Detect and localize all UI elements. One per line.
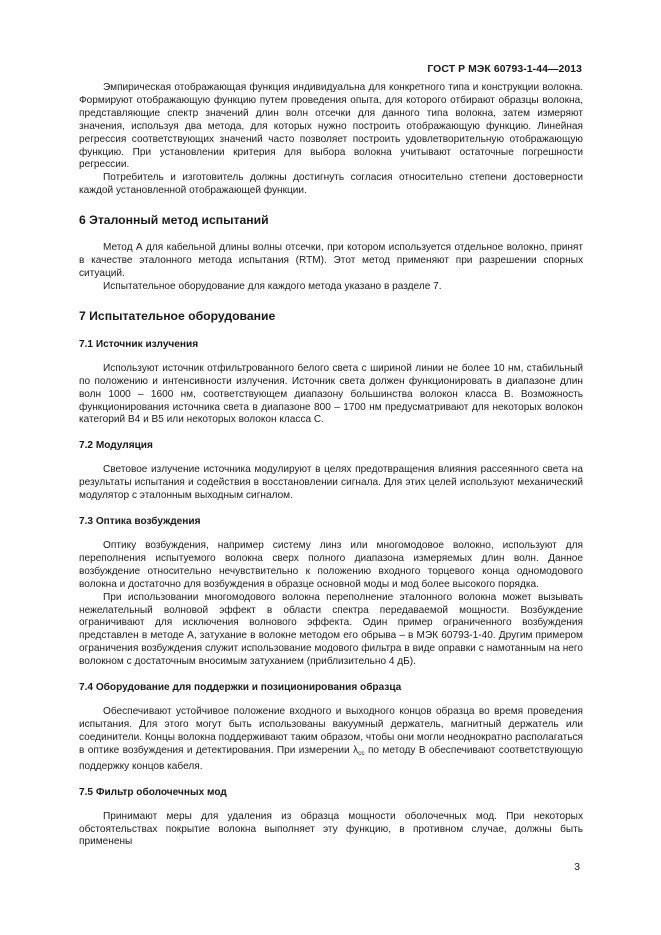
intro-paragraph-2: Потребитель и изготовитель должны достигнуть согласия относительно степени достоверности каждой установленной отображающей функции. (79, 172, 583, 197)
subsection-7-1-paragraph: Используют источник отфильтрованного белого света с шириной линии не более 10 нм, стабильный по положению и интенсивности излучения. Источник света должен функционировать в диапазоне длин волн 1000 – 1600 нм, соответствующем диапазону большинства волокон класса В. Возможность функционирования источника света в диапазоне 800 – 1700 нм предусматривают для некоторых волокон категорий В4 и В5 или некоторых волокон класса С. (79, 362, 583, 426)
subsection-7-2-paragraph: Световое излучение источника модулируют в целях предотвращения влияния рассеянного света на результаты испытания и содействия в восстановлении сигнала. Для этих целей используют механический модулятор с эталонным выходным сигналом. (79, 464, 583, 502)
page-content (79, 82, 583, 849)
page-number: 3 (574, 862, 580, 873)
subsection-7-5-heading: 7.5 Фильтр оболочечных мод (79, 786, 227, 798)
subsection-7-4-heading: 7.4 Оборудование для поддержки и позиционирования образца (79, 682, 402, 694)
intro-paragraph-1: Эмпирическая отображающая функция индивидуальна для конкретного типа и конструкции волокна. Формируют отображающую функцию путем проведения опыта, для которого отбирают образцы волокна, представляющие спектр значений длин волн отсечки для данного типа волокна, затем измеряют значения, используя два метода, для которых нужно построить отображающую функцию. Линейная регрессия соответствующих значений часто позволяет построить удовлетворительную отображающую функцию. При установлении критерия для выбора волокна учитывают остаточные погрешности регрессии. (79, 82, 583, 171)
section-6-paragraph-1: Метод А для кабельной длины волны отсечки, при котором используется отдельное волокно, принят в качестве эталонного метода испытания (RTM). Этот метод применяют при разрешении спорных ситуаций. (79, 242, 583, 279)
section-7-heading: 7 Испытательное оборудование (79, 308, 276, 323)
subsection-7-5-paragraph: Принимают меры для удаления из образца мощности оболочечных мод. При некоторых обстоятельствах покрытие волокна выполняет эту функцию, в противном случае, должны быть применены (79, 810, 583, 848)
section-6-heading: 6 Эталонный метод испытаний (79, 213, 269, 228)
lambda-cc-subscript: cc (358, 749, 365, 757)
subsection-7-4-text-start: Обеспечивают устойчивое положение входного и выходного концов образца во время проведения испытания. Для этого могут быть использованы вакуумный держатель, магнитный держатель или соединители. Концы волокна поддерживают таким образом, чтобы они могли неоднократно располагаться в оптике возбуждения и детектирования. При измерении λ (79, 706, 583, 756)
subsection-7-2-heading: 7.2 Модуляция (79, 440, 153, 452)
subsection-7-4-paragraph (79, 706, 583, 774)
subsection-7-3-paragraph-2: При использовании многомодового волокна переполнение эталонного волокна может вызывать нежелательный волновой эффект в области спектра передаваемой мощности. Возбуждение ограничивают для исключения волнового эффекта. Один пример ограниченного возбуждения представлен в методе А, затухание в волокне методом его обрыва – в МЭК 60793-1-40. Другим примером ограничения возбуждения служит использование модового фильтра в виде оправки с намотанным на него волокном с достаточным вносимым затуханием (приблизительно 4 дБ). (79, 591, 583, 668)
subsection-7-3-heading: 7.3 Оптика возбуждения (79, 516, 201, 528)
standard-header: ГОСТ Р МЭК 60793-1-44—2013 (427, 64, 582, 75)
subsection-7-1-heading: 7.1 Источник излучения (79, 338, 199, 350)
subsection-7-4-text-end: по методу В обеспечивают соответствующую поддержку концов кабеля. (79, 744, 583, 772)
section-6-paragraph-2: Испытательное оборудование для каждого метода указано в разделе 7. (103, 280, 442, 292)
subsection-7-3-paragraph-1: Оптику возбуждения, например систему линз или многомодовое волокно, используют для переполнения испытуемого волокна сверх полного диапазона измеряемых длин волн. Данное возбуждение относительно нечувствительно к положению входного торцевого конца одномодового волокна и достаточно для возбуждения в образце основной моды и мод более высокого порядка. (79, 540, 583, 590)
